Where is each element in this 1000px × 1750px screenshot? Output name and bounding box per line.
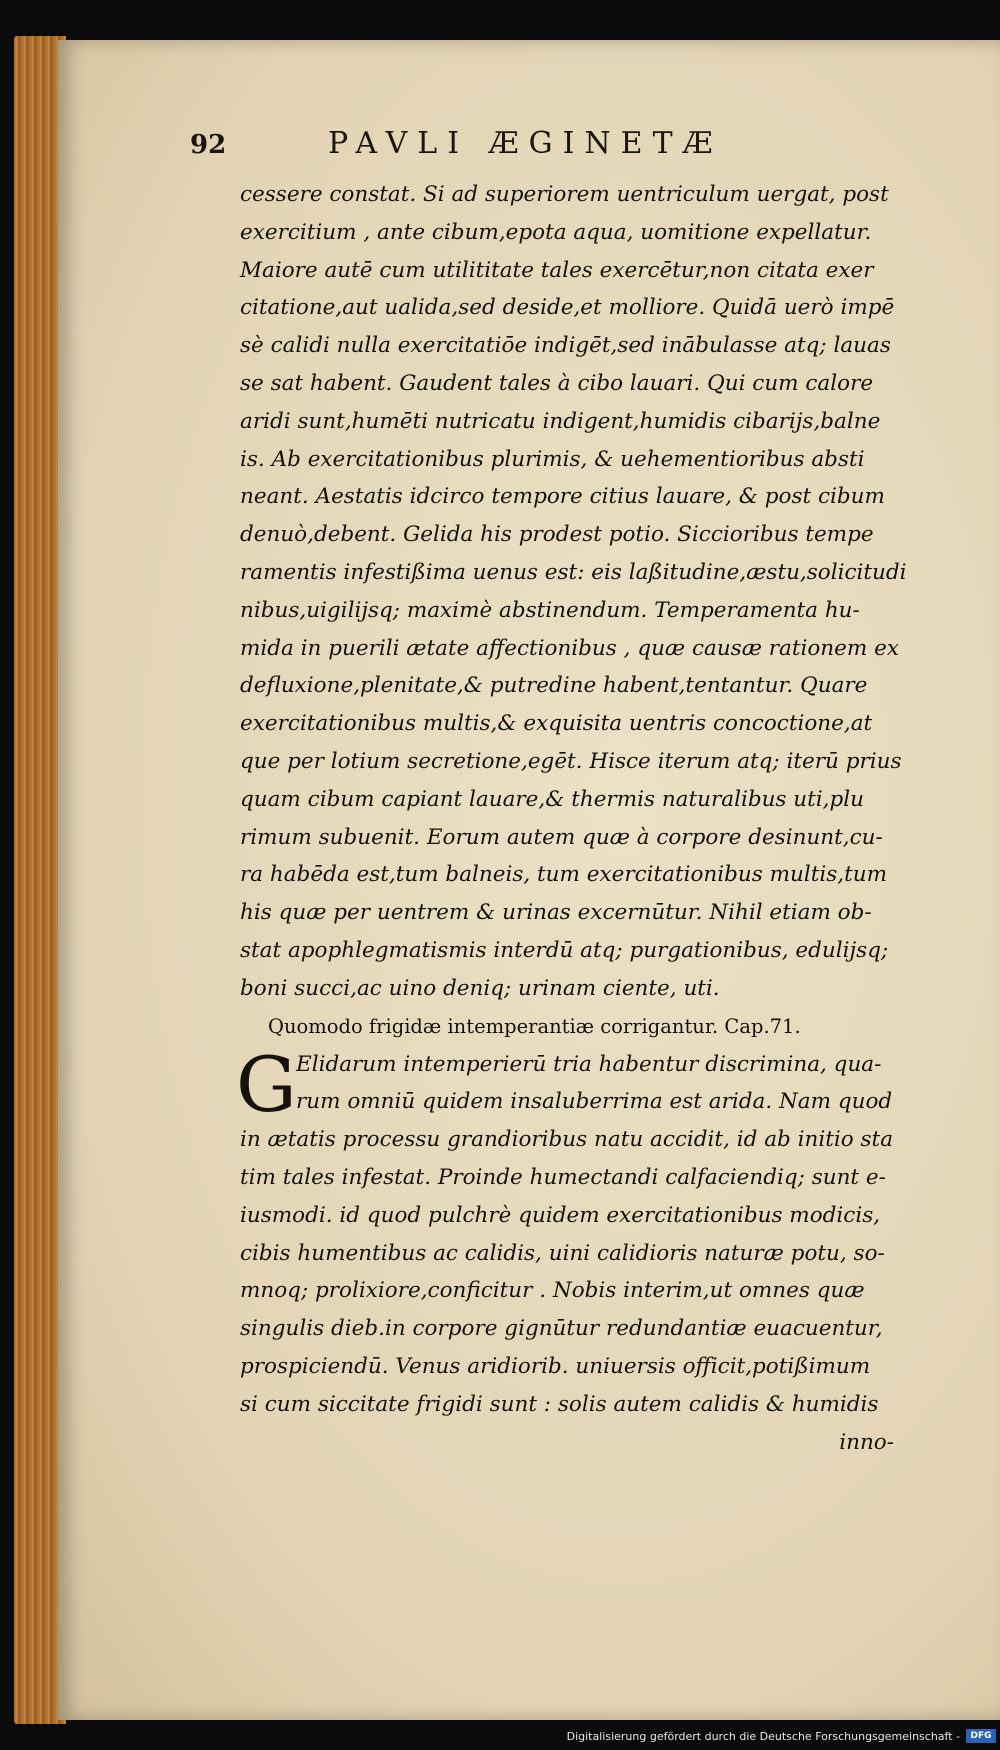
text-block [236,176,930,1461]
text-line: sè calidi nulla exercitatiōe indigēt,sed inābulasse atq; lauas [240,333,891,359]
text-line: quam cibum capiant lauare,& thermis naturalibus uti,plu [240,786,864,812]
text-line: stat apophlegmatismis interdū atq; purgationibus, edulijsq; [240,937,889,963]
catchword: inno- [839,1429,894,1455]
text-line: his quæ per uentrem & urinas excernūtur. Nihil etiam ob- [240,900,872,926]
paragraph-2 [236,1039,930,1424]
dfg-logo: DFG [966,1729,996,1743]
text-line: se sat habent. Gaudent tales à cibo lauari. Qui cum calore [240,370,874,396]
text-line: ramentis infestißima uenus est: eis laßitudine,æstu,solicitudi [240,559,907,585]
footer-credit: Digitalisierung gefördert durch die Deutsche Forschungsgemeinschaft - [566,1730,960,1743]
text-line: que per lotium secretione,egēt. Hisce iterum atq; iterū prius [240,748,902,774]
text-line: citatione,aut ualida,sed deside,et molliore. Quidā uerò impē [240,295,895,321]
text-line: neant. Aestatis idcirco tempore citius lauare, & post cibum [240,484,885,510]
text-line: cibis humentibus ac calidis, uini calidioris naturæ potu, so- [240,1240,885,1266]
text-line: in ætatis processu grandioribus natu accidit, id ab initio sta [240,1127,894,1153]
text-line: boni succi,ac uino deniq; urinam ciente, uti. [240,975,720,1001]
page-header [190,126,830,170]
text-line: is. Ab exercitationibus plurimis, & uehementioribus absti [240,446,865,472]
text-line: prospiciendū. Venus aridiorib. uniuersis officit,potißimum [240,1353,871,1379]
text-line: mida in puerili ætate affectionibus , quæ causæ rationem ex [240,635,899,661]
text-line: iusmodi. id quod pulchrè quidem exercitationibus modicis, [240,1202,881,1228]
text-line: defluxione,plenitate,& putredine habent,tentantur. Quare [240,673,868,699]
text-line: Maiore autē cum utilititate tales exercētur,non citata exer [240,257,874,283]
text-line: singulis dieb.in corpore gignūtur redundantiæ euacuentur, [240,1316,883,1342]
text-line: cessere constat. Si ad superiorem uentriculum uergat, post [240,182,889,207]
page-number: 92 [190,130,227,160]
text-line: rum omniū quidem insaluberrima est arida. Nam quod [296,1089,893,1115]
chapter-heading: Quomodo frigidæ intemperantiæ corrigantur. Cap.71. [268,1014,801,1038]
text-line: aridi sunt,humēti nutricatu indigent,humidis cibarijs,balne [240,408,881,434]
text-line: Elidarum intemperierū tria habentur discrimina, qua- [296,1051,882,1077]
drop-cap: G [236,1039,297,1129]
paragraph-1 [240,176,930,1008]
text-line: tim tales infestat. Proinde humectandi calfaciendiq; sunt e- [240,1164,886,1190]
text-line: mnoq; prolixiore,conficitur . Nobis interim,ut omnes quæ [240,1278,865,1304]
text-line: si cum siccitate frigidi sunt : solis autem calidis & humidis [240,1391,879,1417]
footer-bar [0,1724,1000,1750]
running-head: PAVLI ÆGINETÆ [328,126,723,161]
text-line: denuò,debent. Gelida his prodest potio. Siccioribus tempe [240,522,874,548]
text-line: exercitationibus multis,& exquisita uentris concoctione,at [240,711,873,737]
text-line: nibus,uigilijsq; maximè abstinendum. Temperamenta hu- [240,597,860,623]
text-line: exercitium , ante cibum,epota aqua, uomitione expellatur. [240,219,872,245]
text-line: rimum subuenit. Eorum autem quæ à corpore desinunt,cu- [240,824,883,850]
text-line: ra habēda est,tum balneis, tum exercitationibus multis,tum [240,862,888,888]
